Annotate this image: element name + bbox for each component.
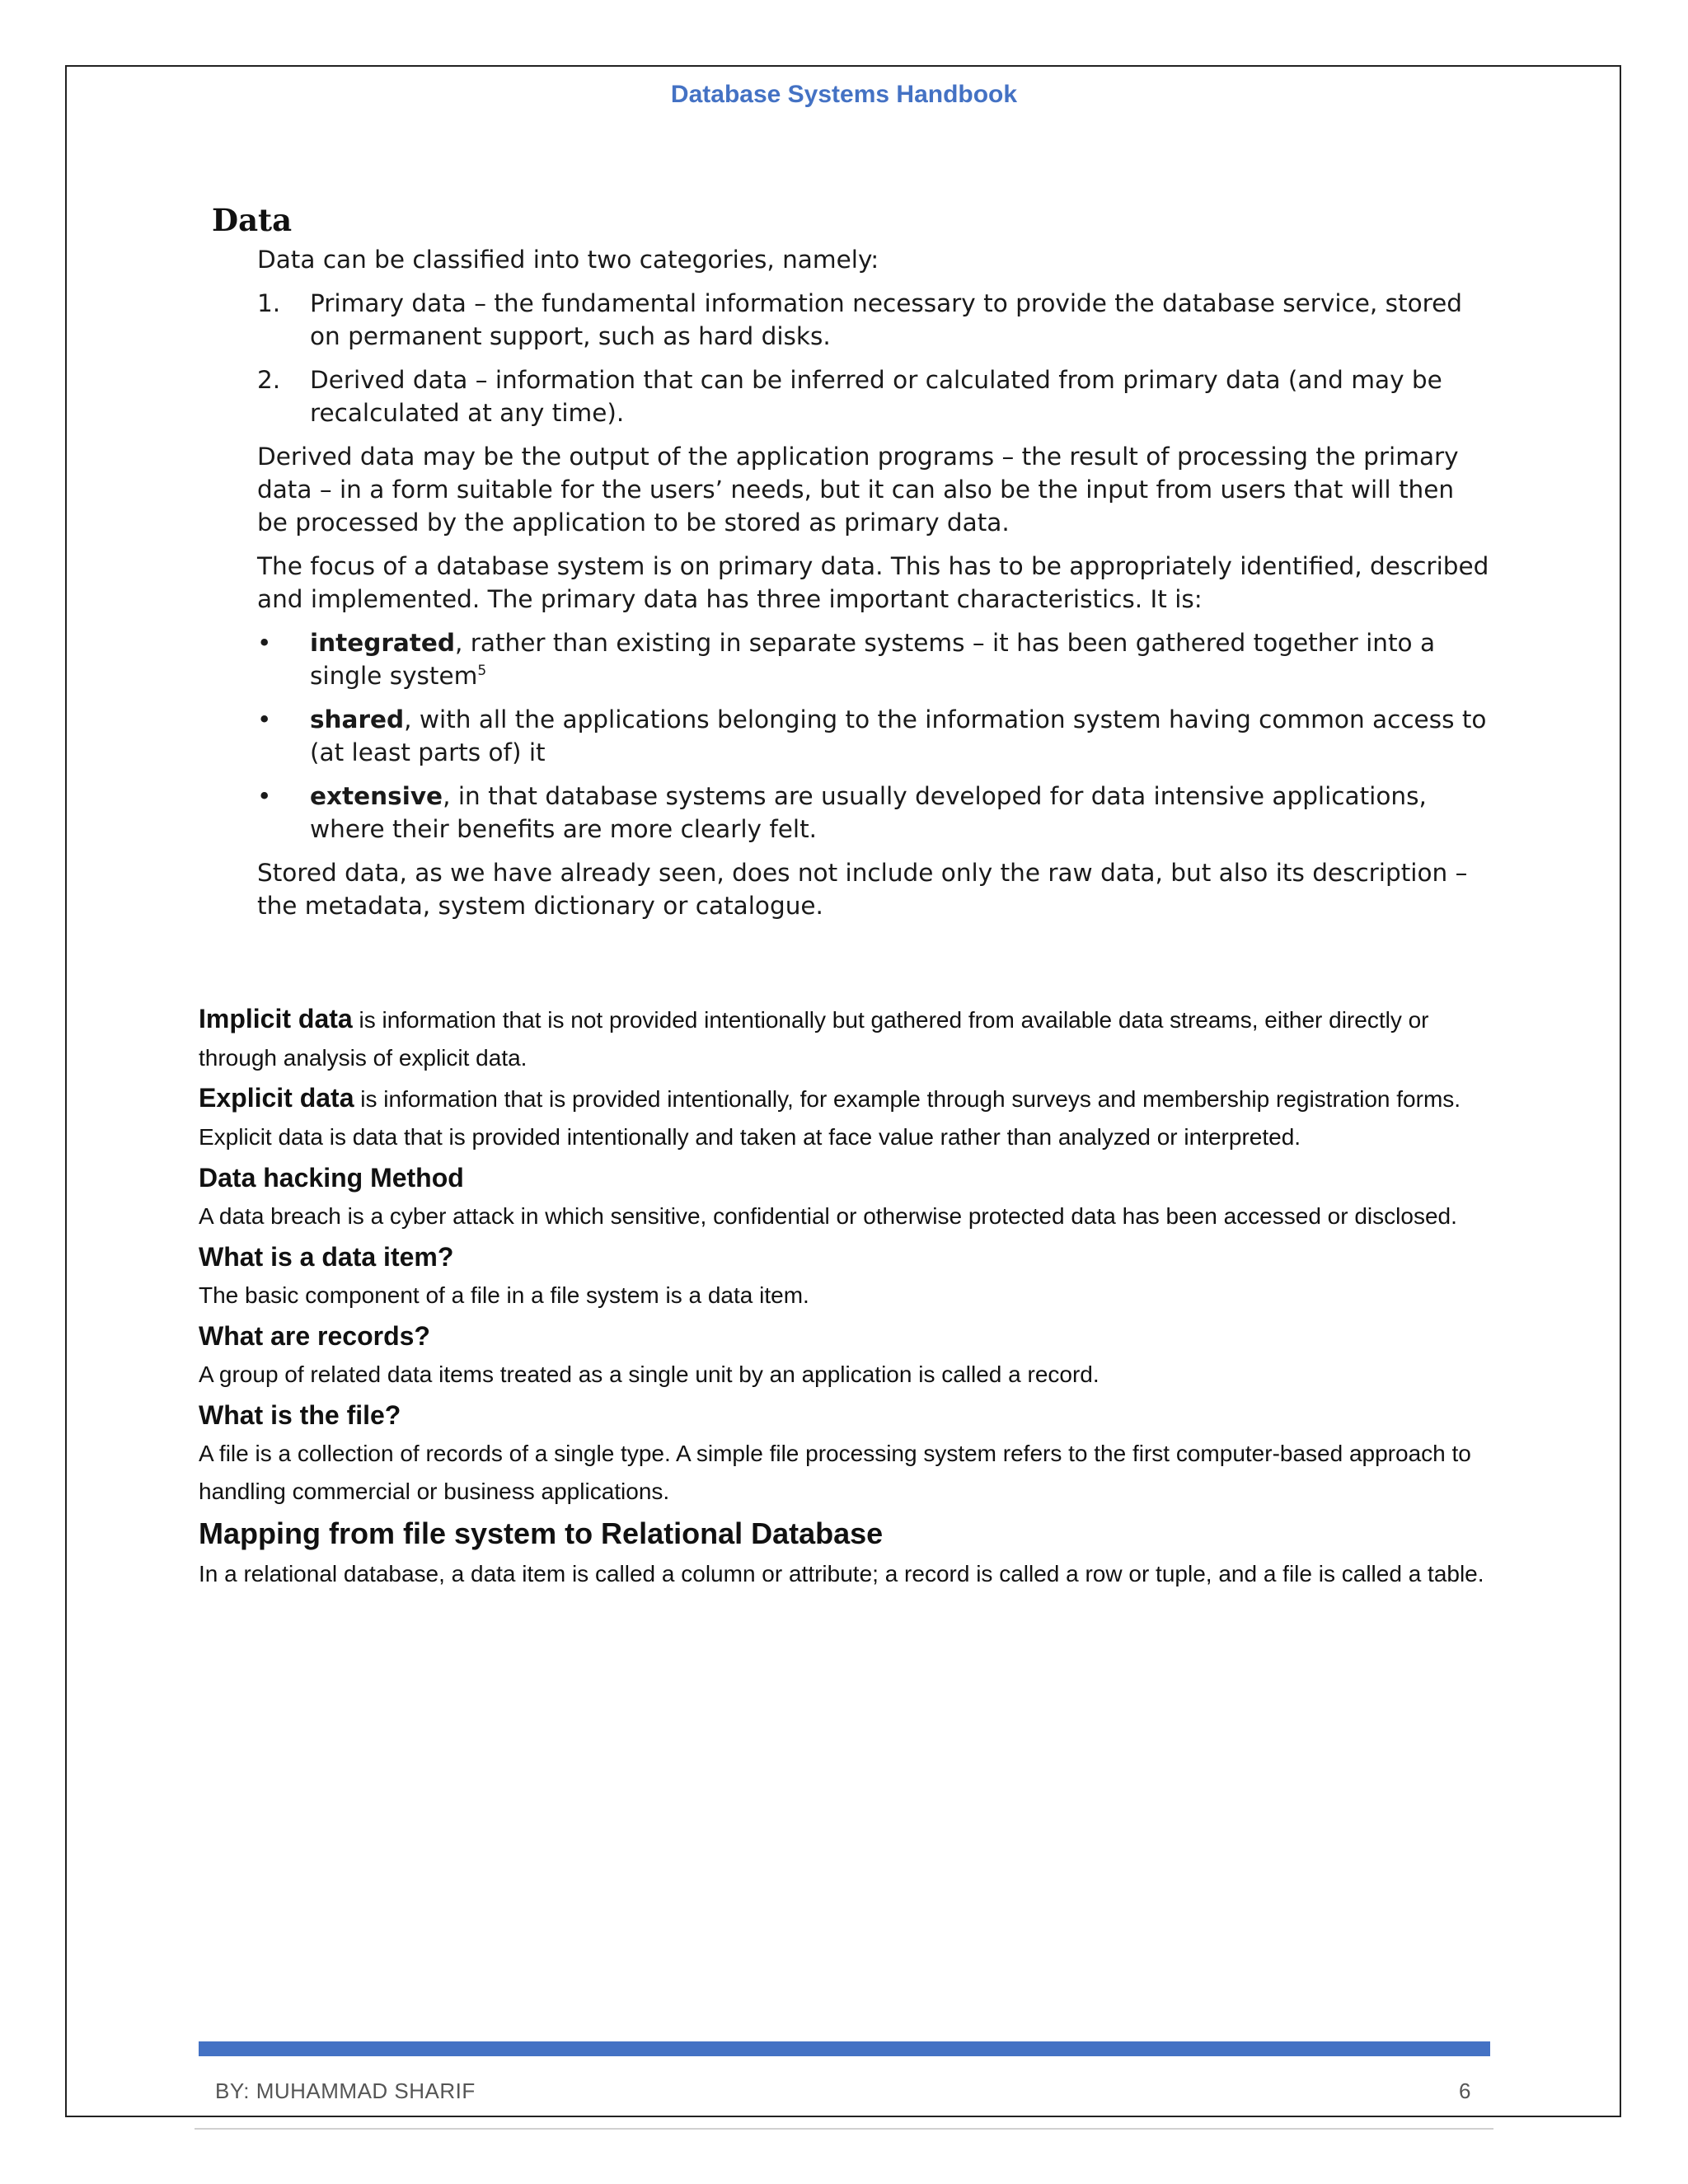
explicit-data-term: Explicit data xyxy=(199,1083,354,1113)
figure-paragraph: Stored data, as we have already seen, does not include only the raw data, but also its description – the metadata, system dictionary or catalogue. xyxy=(257,859,1468,920)
bullet-item xyxy=(257,703,1489,769)
item-text: Primary data – the fundamental information necessary to provide the database service, stored on permanent support, such as hard disks. xyxy=(310,289,1462,350)
item-text: Derived data – information that can be inferred or calculated from primary data (and may be recalculated at any time). xyxy=(310,366,1442,427)
bullet-text: , with all the applications belonging to the information system having common access to (at least parts of) it xyxy=(310,705,1487,766)
figure-paragraph: The focus of a database system is on primary data. This has to be appropriately identified, described and implemented. The primary data has three important characteristics. It is: xyxy=(257,552,1489,613)
numbered-item xyxy=(257,287,1489,353)
file-heading: What is the file? xyxy=(199,1400,401,1430)
numbered-item xyxy=(257,363,1489,429)
main-content xyxy=(199,1000,1490,1595)
footer-author: BY: MUHAMMAD SHARIF xyxy=(215,2079,476,2103)
bullet-term: shared xyxy=(310,705,405,733)
running-header: Database Systems Handbook xyxy=(670,81,1018,108)
figure-body xyxy=(257,243,1489,933)
file-text: A file is a collection of records of a single type. A simple file processing system refers to the first computer-based approach to handling commercial or business applications. xyxy=(199,1441,1471,1504)
scanned-figure xyxy=(206,194,1492,993)
bullet-term: integrated xyxy=(310,629,456,657)
figure-intro: Data can be classified into two categories, namely: xyxy=(257,246,879,274)
bullet-icon: • xyxy=(257,705,272,733)
records-text: A group of related data items treated as a single unit by an application is called a record. xyxy=(199,1361,1100,1387)
bullet-icon: • xyxy=(257,782,272,810)
mapping-text: In a relational database, a data item is called a column or attribute; a record is called a row or tuple, and a file is called a table. xyxy=(199,1561,1484,1586)
bullet-item xyxy=(257,780,1489,846)
figure-title: Data xyxy=(212,202,293,238)
data-hacking-heading: Data hacking Method xyxy=(199,1163,464,1193)
bullet-text: , rather than existing in separate systems – it has been gathered together into a single system xyxy=(310,629,1436,690)
bullet-item xyxy=(257,626,1489,692)
implicit-data-term: Implicit data xyxy=(199,1004,353,1033)
footnote-ref: 5 xyxy=(477,663,487,680)
footer-rule xyxy=(195,2128,1493,2130)
explicit-data-paragraph xyxy=(199,1079,1490,1156)
mapping-heading: Mapping from file system to Relational Database xyxy=(199,1516,884,1550)
item-number: 1. xyxy=(257,289,281,317)
bullet-icon: • xyxy=(257,629,272,657)
figure-paragraph: Derived data may be the output of the application programs – the result of processing the primary data – in a form suitable for the users’ needs, but it can also be the input from users that will then be processed by the application to be stored as primary data. xyxy=(257,443,1459,537)
page-number: 6 xyxy=(1459,2079,1471,2103)
bullet-text: , in that database systems are usually developed for data intensive applications, where their benefits are more clearly felt. xyxy=(310,782,1427,843)
bullet-term: extensive xyxy=(310,782,443,810)
implicit-data-text: is information that is not provided intentionally but gathered from available data streams, either directly or through analysis of explicit data. xyxy=(199,1007,1429,1071)
explicit-data-text: is information that is provided intentionally, for example through surveys and membership registration forms. Explicit data is data that is provided intentionally and taken at face value rather than analyzed or interpreted. xyxy=(199,1086,1461,1150)
data-hacking-text: A data breach is a cyber attack in which sensitive, confidential or otherwise protected data has been accessed or disclosed. xyxy=(199,1203,1457,1229)
implicit-data-paragraph xyxy=(199,1000,1490,1077)
data-item-text: The basic component of a file in a file system is a data item. xyxy=(199,1282,809,1308)
data-item-heading: What is a data item? xyxy=(199,1242,454,1272)
item-number: 2. xyxy=(257,366,281,394)
records-heading: What are records? xyxy=(199,1321,430,1351)
footer-accent-bar xyxy=(199,2041,1490,2056)
